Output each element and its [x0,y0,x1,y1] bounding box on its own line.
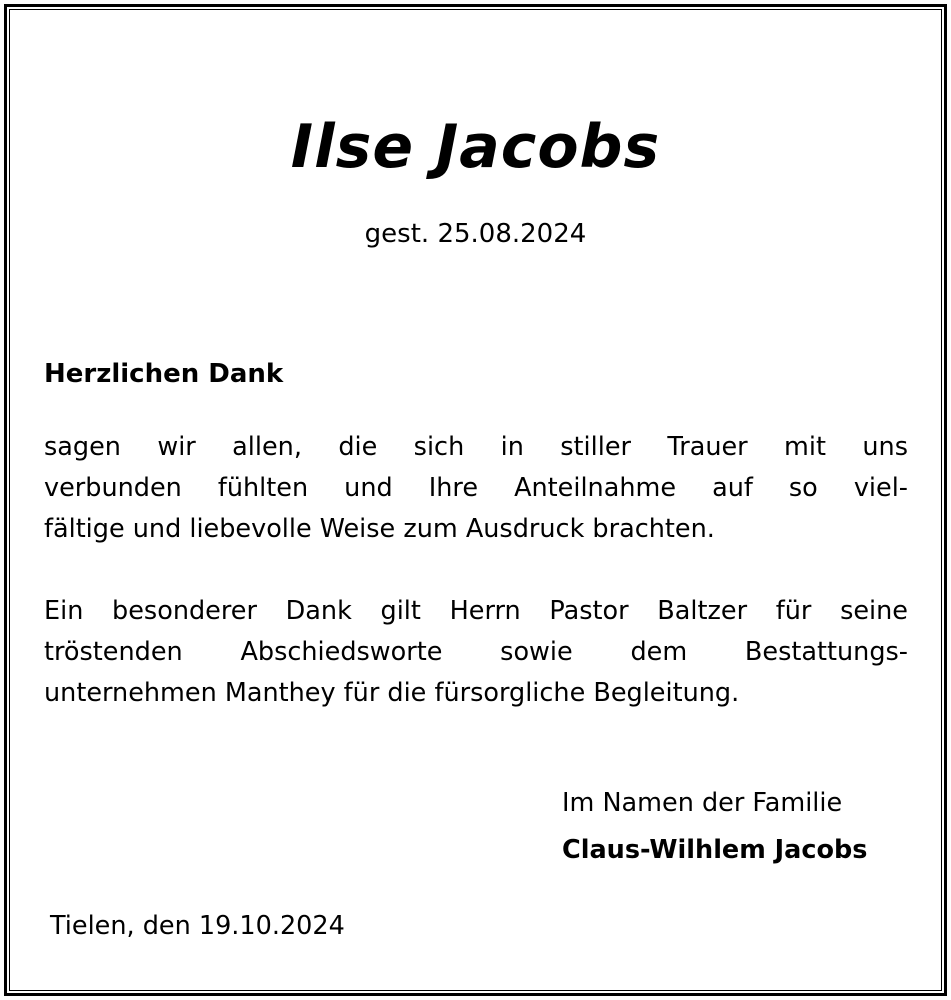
paragraph-line: fältige und liebevolle Weise zum Ausdruck brachten. [44,514,715,544]
paragraph-line: sagen wir allen, die sich in stiller Trauer mit uns [44,432,908,462]
closing-phrase: Im Namen der Familie [562,788,843,818]
paragraph-line: unternehmen Manthey für die fürsorgliche Begleitung. [44,678,740,708]
place-and-date: Tielen, den 19.10.2024 [50,911,345,941]
paragraph-line: tröstenden Abschiedsworte sowie dem Bestattungs- [44,637,908,667]
deceased-name: Ilse Jacobs [290,112,661,182]
thanks-heading: Herzlichen Dank [44,359,284,389]
paragraph-line: Ein besonderer Dank gilt Herrn Pastor Baltzer für seine [44,596,908,626]
signature-name: Claus-Wilhlem Jacobs [562,835,868,865]
special-thanks-paragraph [44,591,908,714]
death-date: gest. 25.08.2024 [364,219,587,249]
thanks-paragraph [44,427,908,550]
paragraph-line: verbunden fühlten und Ihre Anteilnahme auf so viel- [44,473,908,503]
